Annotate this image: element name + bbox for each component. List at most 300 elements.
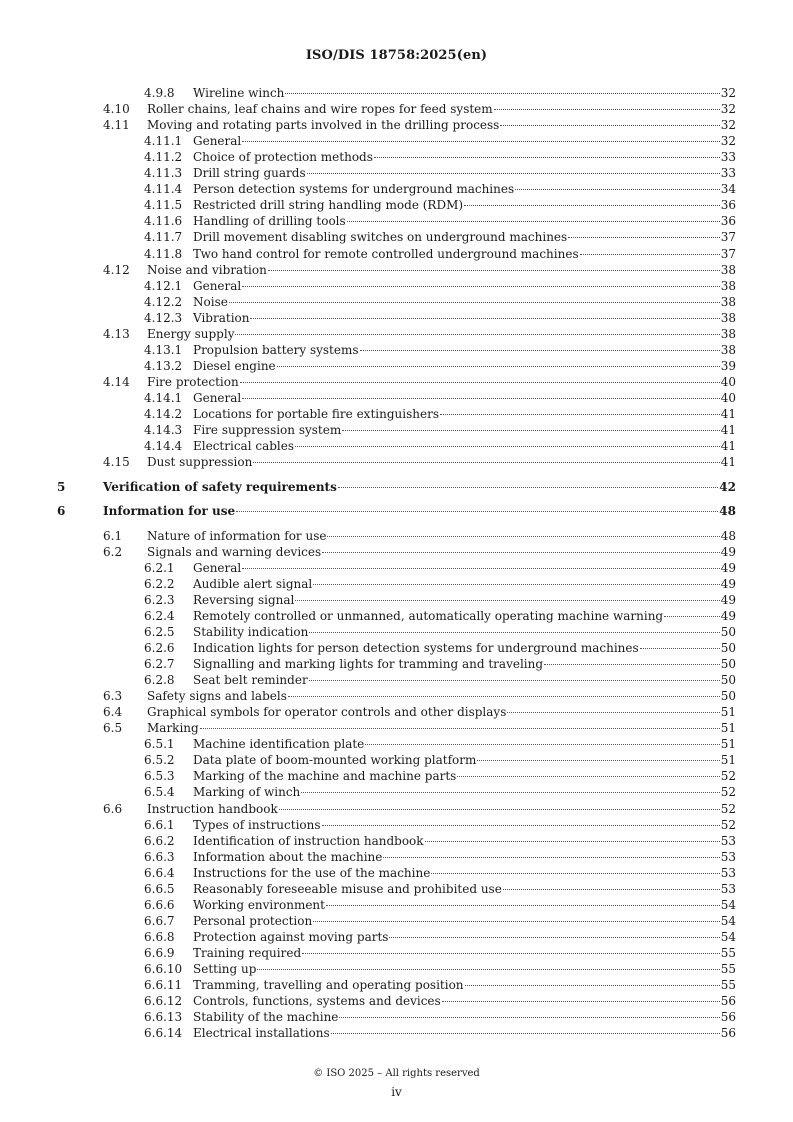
toc-entry-title: Information for use — [103, 504, 236, 519]
toc-entry[interactable] — [0, 560, 793, 576]
toc-entry-body — [147, 801, 736, 817]
toc-entry[interactable] — [0, 576, 793, 592]
toc-entry-page: 53 — [720, 833, 736, 848]
toc-dot-leader — [515, 189, 720, 190]
toc-entry-page: 38 — [720, 326, 736, 341]
toc-entry-title: Drill movement disabling switches on underground machines — [193, 230, 568, 245]
toc-entry-page: 38 — [720, 278, 736, 293]
toc-entry[interactable] — [0, 720, 793, 736]
toc-entry-title: Audible alert signal — [193, 576, 313, 591]
toc-dot-leader — [442, 1001, 720, 1002]
toc-entry-number: 6.3 — [103, 689, 123, 704]
toc-dot-leader — [322, 825, 720, 826]
toc-entry[interactable] — [0, 262, 793, 278]
toc-entry-title: General — [193, 134, 242, 149]
page-number: iv — [391, 1085, 402, 1099]
toc-entry-page: 38 — [720, 342, 736, 357]
toc-entry-title: Two hand control for remote controlled underground machines — [193, 246, 579, 261]
toc-dot-leader — [464, 205, 720, 206]
toc-dot-leader — [268, 270, 720, 271]
toc-dot-leader — [360, 350, 720, 351]
toc-entry-title: Electrical cables — [193, 439, 294, 454]
toc-dot-leader — [295, 446, 720, 447]
toc-entry-body — [193, 149, 736, 165]
toc-entry-title: General — [193, 560, 242, 575]
toc-entry-page: 50 — [720, 657, 736, 672]
toc-dot-leader — [295, 600, 719, 601]
toc-entry-page: 38 — [720, 262, 736, 277]
toc-entry-number: 4.11.1 — [144, 134, 183, 149]
toc-entry-body — [147, 262, 736, 278]
toc-entry-number: 4.15 — [103, 455, 130, 470]
toc-entry-number: 4.12 — [103, 262, 130, 277]
toc-dot-leader — [383, 857, 719, 858]
toc-entry[interactable] — [0, 945, 793, 961]
toc-dot-leader — [664, 616, 720, 617]
toc-entry-body — [193, 881, 736, 897]
toc-entry-number: 6.6.13 — [144, 1010, 183, 1025]
toc-entry-page: 32 — [720, 134, 736, 149]
toc-dot-leader — [302, 953, 720, 954]
toc-entry-number: 6.4 — [103, 705, 123, 720]
toc-entry-body — [193, 1025, 736, 1041]
toc-entry[interactable] — [0, 181, 793, 197]
toc-entry-number: 6.6.10 — [144, 962, 183, 976]
toc-entry-body — [193, 438, 736, 454]
toc-entry-title: Reasonably foreseeable misuse and prohibited use — [193, 881, 502, 896]
toc-entry-page: 50 — [720, 689, 736, 704]
toc-entry-page: 50 — [720, 624, 736, 639]
toc-entry-page: 39 — [720, 358, 736, 373]
toc-dot-leader — [503, 889, 720, 890]
toc-entry-page: 52 — [720, 801, 736, 816]
toc-entry[interactable] — [0, 358, 793, 374]
toc-entry-body — [193, 342, 736, 358]
toc-dot-leader — [242, 286, 719, 287]
toc-entry-page: 40 — [720, 390, 736, 405]
toc-entry-body — [193, 310, 736, 326]
toc-entry[interactable] — [0, 133, 793, 149]
toc-entry[interactable] — [0, 801, 793, 817]
toc-entry[interactable] — [0, 656, 793, 672]
toc-entry-body — [193, 672, 736, 688]
toc-entry-number: 6.6.9 — [144, 945, 175, 960]
toc-entry-page: 52 — [720, 817, 736, 832]
toc-entry-title: Controls, functions, systems and devices — [193, 994, 441, 1009]
toc-dot-leader — [494, 109, 720, 110]
toc-entry[interactable] — [0, 117, 793, 133]
toc-entry[interactable] — [0, 961, 793, 977]
toc-entry-body — [193, 865, 736, 881]
toc-entry-number: 4.14.3 — [144, 423, 183, 438]
toc-entry-number: 6.2.3 — [144, 592, 175, 607]
toc-dot-leader — [242, 398, 719, 399]
toc-entry[interactable] — [0, 278, 793, 294]
toc-entry[interactable] — [0, 406, 793, 422]
toc-entry-number: 6.2.5 — [144, 624, 175, 639]
toc-dot-leader — [229, 302, 720, 303]
toc-entry-number: 6.6.11 — [144, 978, 183, 993]
toc-entry-body — [193, 358, 736, 374]
toc-entry-body — [193, 833, 736, 849]
toc-entry[interactable] — [0, 784, 793, 800]
toc-entry[interactable] — [0, 197, 793, 213]
toc-entry-number: 6.2.1 — [144, 560, 175, 575]
toc-entry-title: Marking — [147, 721, 199, 736]
toc-dot-leader — [347, 221, 720, 222]
toc-entry-body — [193, 768, 736, 784]
toc-entry-title: Roller chains, leaf chains and wire ropes for feed system — [147, 102, 493, 117]
toc-entry[interactable] — [0, 833, 793, 849]
toc-entry-page: 38 — [720, 310, 736, 325]
toc-entry-body — [193, 390, 736, 406]
toc-entry-title: Wireline winch — [193, 86, 285, 100]
toc-entry[interactable] — [0, 479, 793, 495]
toc-entry-title: Nature of information for use — [147, 528, 327, 543]
toc-entry[interactable] — [0, 374, 793, 390]
toc-entry-number: 6.2.2 — [144, 576, 175, 591]
toc-dot-leader — [250, 318, 719, 319]
toc-entry[interactable] — [0, 149, 793, 165]
toc-entry[interactable] — [0, 736, 793, 752]
toc-entry[interactable] — [0, 768, 793, 784]
toc-entry-page: 50 — [720, 673, 736, 688]
toc-dot-leader — [257, 969, 719, 970]
toc-entry[interactable] — [0, 865, 793, 881]
toc-entry[interactable] — [0, 294, 793, 310]
toc-entry-title: Safety signs and labels — [147, 689, 287, 704]
toc-entry-number: 6.6.3 — [144, 849, 175, 864]
toc-entry-page: 42 — [719, 479, 736, 494]
toc-entry-number: 4.11.4 — [144, 182, 183, 197]
toc-dot-leader — [301, 792, 719, 793]
toc-entry-page: 48 — [720, 528, 736, 543]
toc-entry-title: Graphical symbols for operator controls and other displays — [147, 705, 507, 720]
toc-entry-page: 53 — [720, 881, 736, 896]
toc-entry-page: 54 — [720, 897, 736, 912]
toc-dot-leader — [327, 536, 719, 537]
toc-entry[interactable] — [0, 165, 793, 181]
toc-entry-number: 6.1 — [103, 528, 123, 543]
toc-entry-body — [147, 101, 736, 117]
toc-entry-page: 41 — [720, 423, 736, 438]
toc-entry-body — [193, 913, 736, 929]
toc-entry-title: Types of instructions — [193, 817, 321, 832]
toc-entry[interactable] — [0, 849, 793, 865]
toc-dot-leader — [242, 568, 719, 569]
toc-dot-leader — [326, 905, 720, 906]
toc-entry-number: 6.6.4 — [144, 865, 175, 880]
toc-entry-title: Verification of safety requirements — [103, 479, 337, 494]
toc-entry-number: 4.11.5 — [144, 198, 183, 213]
toc-entry-number: 4.9.8 — [144, 86, 175, 100]
toc-entry-page: 37 — [720, 246, 736, 261]
toc-entry-number: 6.6.7 — [144, 913, 175, 928]
toc-entry-number: 6 — [57, 504, 66, 519]
toc-entry-number: 6.6.8 — [144, 929, 175, 944]
toc-dot-leader — [477, 760, 719, 761]
toc-dot-leader — [425, 841, 720, 842]
toc-entry-body — [193, 656, 736, 672]
toc-dot-leader — [240, 382, 720, 383]
toc-entry[interactable] — [0, 993, 793, 1009]
toc-entry-title: Fire protection — [147, 374, 239, 389]
toc-entry-title: Dust suppression — [147, 455, 253, 470]
document-header-title: ISO/DIS 18758:2025(en) — [305, 48, 488, 63]
toc-entry-title: Reversing signal — [193, 592, 295, 607]
toc-entry[interactable] — [0, 438, 793, 454]
toc-dot-leader — [235, 334, 719, 335]
toc-dot-leader — [568, 237, 720, 238]
toc-entry[interactable] — [0, 608, 793, 624]
toc-dot-leader — [431, 873, 719, 874]
toc-entry[interactable] — [0, 881, 793, 897]
toc-entry-body — [193, 608, 736, 624]
toc-entry-body — [147, 374, 736, 390]
toc-entry-number: 4.12.1 — [144, 278, 183, 293]
toc-entry-body — [193, 977, 736, 993]
toc-entry-title: Seat belt reminder — [193, 673, 308, 688]
toc-entry-number: 4.11.2 — [144, 150, 183, 165]
toc-entry-number: 4.14.4 — [144, 439, 183, 454]
toc-entry-page: 49 — [720, 592, 736, 607]
toc-entry-page: 51 — [720, 753, 736, 768]
toc-entry-title: Moving and rotating parts involved in the drilling process — [147, 118, 500, 133]
toc-dot-leader — [322, 552, 720, 553]
toc-entry-number: 6.5.4 — [144, 785, 175, 800]
toc-entry-number: 4.11.6 — [144, 214, 183, 229]
toc-entry[interactable] — [0, 688, 793, 704]
toc-dot-leader — [580, 254, 720, 255]
toc-entry-body — [193, 592, 736, 608]
toc-entry-page: 49 — [720, 544, 736, 559]
toc-dot-leader — [307, 173, 720, 174]
toc-entry-title: Handling of drilling tools — [193, 214, 346, 229]
toc-dot-leader — [507, 712, 719, 713]
toc-entry-page: 37 — [720, 230, 736, 245]
toc-entry-number: 6.6.1 — [144, 817, 175, 832]
toc-entry-body — [193, 849, 736, 865]
toc-entry-title: Instructions for the use of the machine — [193, 865, 431, 880]
toc-entry-body — [103, 479, 736, 495]
toc-entry-page: 40 — [720, 374, 736, 389]
toc-entry-body — [193, 897, 736, 913]
toc-entry-body — [193, 817, 736, 833]
toc-dot-leader — [309, 680, 720, 681]
toc-entry-body — [193, 422, 736, 438]
toc-entry-page: 49 — [720, 576, 736, 591]
toc-entry-number: 6.6.6 — [144, 897, 175, 912]
toc-entry-body — [193, 736, 736, 752]
toc-entry-title: Stability of the machine — [193, 1010, 339, 1025]
toc-entry-number: 6.6.5 — [144, 881, 175, 896]
toc-entry-title: Marking of winch — [193, 785, 301, 800]
toc-entry[interactable] — [0, 1009, 793, 1025]
toc-entry[interactable] — [0, 752, 793, 768]
toc-entry-number: 4.11.7 — [144, 230, 183, 245]
toc-entry-page: 48 — [719, 504, 736, 519]
toc-entry-number: 6.2.8 — [144, 673, 175, 688]
toc-entry[interactable] — [0, 503, 793, 519]
toc-entry[interactable] — [0, 977, 793, 993]
toc-dot-leader — [313, 921, 720, 922]
toc-entry-title: Setting up — [193, 962, 257, 976]
toc-entry-body — [193, 560, 736, 576]
toc-entry-number: 6.6.14 — [144, 1026, 183, 1041]
toc-entry[interactable] — [0, 913, 793, 929]
toc-entry-body — [147, 704, 736, 720]
toc-entry-title: Propulsion battery systems — [193, 342, 359, 357]
toc-entry[interactable] — [0, 817, 793, 833]
toc-dot-leader — [338, 487, 718, 488]
toc-entry-title: Noise and vibration — [147, 262, 267, 277]
toc-dot-leader — [279, 809, 720, 810]
toc-entry-page: 55 — [720, 945, 736, 960]
toc-entry-number: 6.5.1 — [144, 737, 175, 752]
toc-entry-number: 4.11.8 — [144, 246, 183, 261]
toc-entry-body — [193, 181, 736, 197]
toc-entry-body — [193, 197, 736, 213]
toc-entry[interactable] — [0, 929, 793, 945]
toc-entry-page: 52 — [720, 785, 736, 800]
toc-dot-leader — [544, 664, 720, 665]
toc-entry[interactable] — [0, 85, 793, 101]
toc-entry-number: 4.10 — [103, 102, 130, 117]
toc-entry-page: 34 — [720, 182, 736, 197]
toc-entry[interactable] — [0, 640, 793, 656]
toc-entry-title: Energy supply — [147, 326, 235, 341]
toc-entry-number: 6.5.2 — [144, 753, 175, 768]
toc-entry-title: Choice of protection methods — [193, 150, 373, 165]
toc-entry-body — [147, 454, 736, 470]
toc-entry-page: 56 — [720, 1026, 736, 1041]
toc-entry-page: 36 — [720, 214, 736, 229]
toc-entry-page: 53 — [720, 865, 736, 880]
toc-entry-number: 6.5 — [103, 721, 123, 736]
toc-entry-page: 55 — [720, 962, 736, 976]
toc-entry-page: 32 — [720, 118, 736, 133]
toc-entry-title: Indication lights for person detection systems for underground machines — [193, 641, 639, 655]
toc-entry[interactable] — [0, 704, 793, 720]
toc-entry[interactable] — [0, 229, 793, 245]
toc-entry[interactable] — [0, 390, 793, 406]
toc-entry-page: 52 — [720, 769, 736, 784]
toc-entry-body — [193, 1009, 736, 1025]
toc-dot-leader — [277, 366, 720, 367]
toc-entry-title: Personal protection — [193, 913, 313, 928]
toc-entry-page: 32 — [720, 102, 736, 117]
toc-entry-number: 4.13.2 — [144, 358, 183, 373]
toc-entry-body — [193, 993, 736, 1009]
toc-entry-title: Marking of the machine and machine parts — [193, 769, 457, 784]
toc-entry-title: Data plate of boom-mounted working platform — [193, 753, 477, 768]
toc-entry-title: Vibration — [193, 310, 250, 325]
toc-entry[interactable] — [0, 528, 793, 544]
toc-entry-title: Drill string guards — [193, 166, 306, 181]
toc-entry-number: 4.14.1 — [144, 390, 183, 405]
toc-dot-leader — [389, 937, 719, 938]
toc-entry-page: 51 — [720, 737, 736, 752]
toc-entry-body — [193, 624, 736, 640]
toc-entry-number: 4.11.3 — [144, 166, 183, 181]
toc-entry[interactable] — [0, 342, 793, 358]
toc-entry-page: 55 — [720, 978, 736, 993]
toc-entry-title: General — [193, 278, 242, 293]
toc-entry-body — [147, 544, 736, 560]
toc-entry-page: 41 — [720, 455, 736, 470]
toc-entry-page: 51 — [720, 705, 736, 720]
toc-entry-title: Working environment — [193, 897, 325, 912]
toc-entry-title: Protection against moving parts — [193, 929, 389, 944]
toc-entry-page: 50 — [720, 641, 736, 655]
toc-entry-number: 6.2 — [103, 544, 123, 559]
toc-entry-title: Information about the machine — [193, 849, 383, 864]
toc-entry[interactable] — [0, 897, 793, 913]
toc-entry[interactable] — [0, 246, 793, 262]
toc-entry-number: 4.14 — [103, 374, 130, 389]
toc-entry-title: Instruction handbook — [147, 801, 278, 816]
toc-entry-body — [193, 213, 736, 229]
toc-dot-leader — [253, 462, 719, 463]
toc-entry-title: Fire suppression system — [193, 423, 342, 438]
toc-entry-body — [147, 326, 736, 342]
toc-entry-page: 32 — [720, 86, 736, 100]
toc-entry-title: Machine identification plate — [193, 737, 365, 752]
toc-entry-body — [193, 576, 736, 592]
toc-entry[interactable] — [0, 213, 793, 229]
toc-entry-page: 41 — [720, 439, 736, 454]
toc-dot-leader — [640, 648, 720, 649]
toc-entry-body — [193, 85, 736, 101]
toc-entry-body — [193, 406, 736, 422]
toc-entry-title: Restricted drill string handling mode (RDM) — [193, 198, 464, 213]
toc-entry-body — [147, 528, 736, 544]
toc-entry-number: 6.5.3 — [144, 769, 175, 784]
toc-entry-number: 6.2.7 — [144, 657, 175, 672]
toc-entry[interactable] — [0, 544, 793, 560]
toc-dot-leader — [374, 157, 720, 158]
toc-entry-title: Stability indication — [193, 624, 309, 639]
toc-entry[interactable] — [0, 1025, 793, 1041]
toc-entry-number: 4.12.3 — [144, 310, 183, 325]
toc-entry-title: Locations for portable fire extinguishers — [193, 407, 439, 421]
toc-entry-title: Diesel engine — [193, 358, 276, 373]
toc-entry-body — [103, 503, 736, 519]
toc-entry[interactable] — [0, 592, 793, 608]
toc-entry-page: 38 — [720, 294, 736, 309]
toc-entry-page: 49 — [720, 560, 736, 575]
toc-entry-title: Electrical installations — [193, 1026, 330, 1041]
toc-entry[interactable] — [0, 310, 793, 326]
toc-dot-leader — [339, 1017, 719, 1018]
toc-dot-leader — [440, 414, 720, 415]
toc-entry[interactable] — [0, 454, 793, 470]
toc-entry[interactable] — [0, 101, 793, 117]
toc-entry-page: 36 — [720, 198, 736, 213]
copyright-notice: © ISO 2025 – All rights reserved — [313, 1068, 480, 1079]
toc-entry-number: 6.2.4 — [144, 608, 175, 623]
toc-entry[interactable] — [0, 326, 793, 342]
toc-entry-body — [193, 784, 736, 800]
toc-entry-page: 53 — [720, 849, 736, 864]
toc-entry-body — [193, 294, 736, 310]
toc-entry[interactable] — [0, 672, 793, 688]
toc-entry[interactable] — [0, 624, 793, 640]
toc-dot-leader — [288, 696, 720, 697]
toc-entry-body — [193, 945, 736, 961]
toc-entry[interactable] — [0, 422, 793, 438]
toc-entry-page: 33 — [720, 166, 736, 181]
